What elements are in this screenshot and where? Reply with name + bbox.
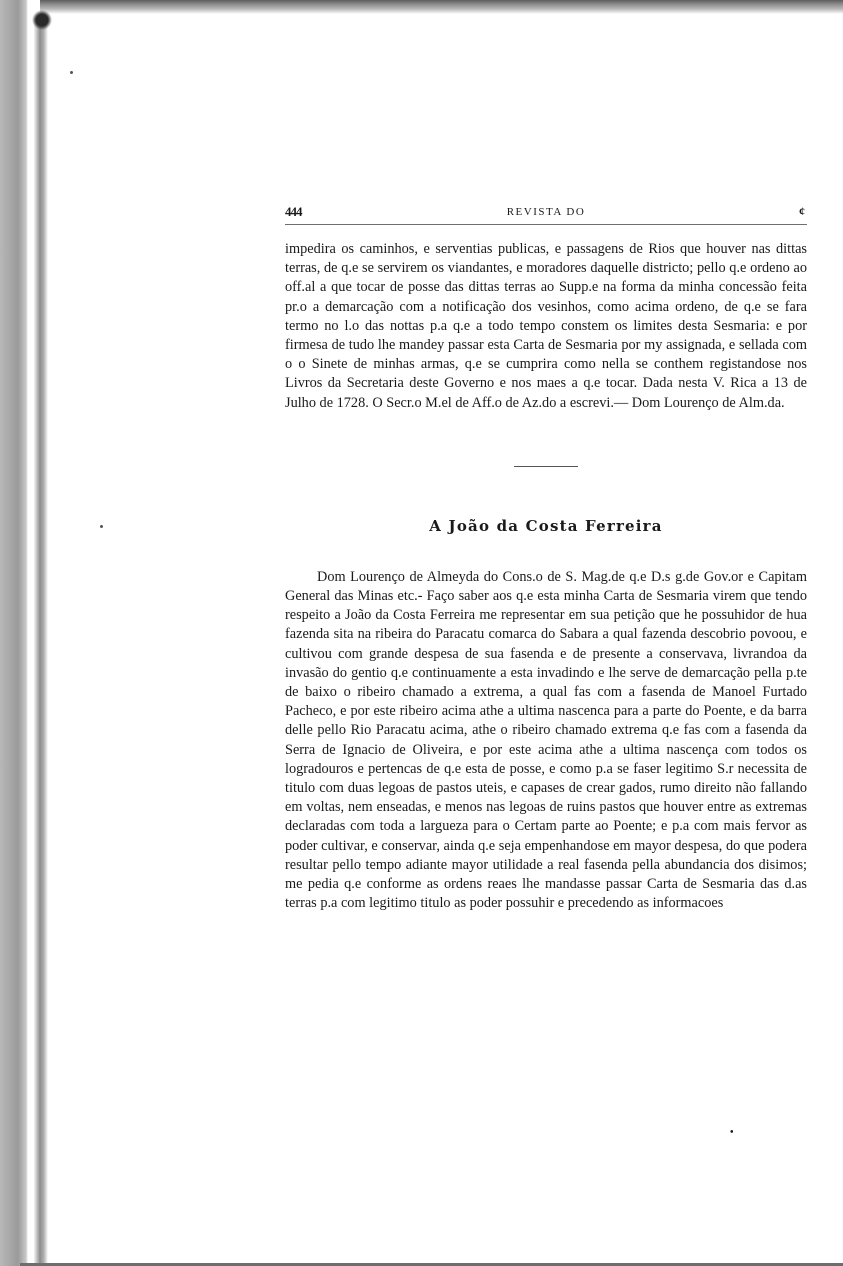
running-head-mark: ¢ [799,204,805,218]
section-title: A João da Costa Ferreira [429,516,663,535]
scan-top-edge [40,0,843,14]
section-divider [514,466,578,467]
journal-title: REVISTA DO [506,206,586,218]
scan-speck [100,525,103,528]
running-head [285,200,807,225]
document-page [285,200,807,913]
footer-mark: • [730,1127,734,1138]
paragraph-continued: impedira os caminhos, e serventias publicas, e passagens de Rios que houver nas dittas terras, de q.e se servirem os viandantes, e moradores daquelle districto; pello q.e ordeno ao off.al a que tocar de posse das dittas terras ao Supp.e na forma da minha concessão feita pr.o a demarcação com a notificação dos vesinhos, como acima ordeno, de q.e se fara termo no l.o das nottas p.a q.e a todo tempo constem os limites desta Sesmaria: e por firmesa de tudo lhe mandey passar esta Carta de Sesmaria por my assignada, e sellada com o o Sinete de minhas armas, q.e se cumprira como nella se conthem registandose nos Livros da Secretaria deste Governo e nos maes a q.e tocar. Dada nesta V. Rica a 13 de Julho de 1728. O Secr.o M.el de Aff.o de Az.do a escrevi.— Dom Lourenço de Alm.da. [285,241,807,411]
scan-speck [70,71,73,74]
section-paragraph: Dom Lourenço de Almeyda do Cons.o de S. Mag.de q.e D.s g.de Gov.or e Capitam General das Minas etc.- Faço saber aos q.e esta minha Carta de Sesmaria virem que tendo respeito a João da Costa Ferreira me representar em sua petição que he possuhidor de hua fazenda sita na ribeira do Paracatu comarca do Sabara a qual fazenda descobrio povoou, e cultivou com grande despesa de sua fasenda e de presente a conservava, livrandoa da invasão do gentio q.e continuamente a esta invadindo e lhe serve de demarcação pella p.te de baixo o ribeiro chamado a extrema, a qual fas com a fasenda de Manoel Furtado Pacheco, e por este ribeiro acima athe a ultima nascenca para a parte do Poente, e da barra delle pello Rio Paracatu acima, athe o ribeiro chamado extrema q.e fas com a fasenda da Serra de Ignacio de Oliveira, e por este acima athe a ultima nascença com todos os logradouros e pertencas de q.e esta de posse, e como p.a se faser legitimo S.r necessita de titulo com duas legoas de pastos uteis, e capases de crear gados, rumo direito não fallando em voltas, nem enseadas, e menos nas legoas de ruins pastos que houver entre as extremas declaradas com toda a largueza para o Certam parte ao Poente; e p.a com mais fervor as poder cultivar, e conservar, ainda q.e seja empenhandose em mayor despesa, do que podera resultar pello tempo adiante mayor utilidade a real fasenda pella abundancia dos disimos; me pedia q.e conforme as ordens reaes lhe mandasse passar Carta de Sesmaria das d.as terras p.a com legitimo titulo as poder possuhir e precedendo as informacoes [285,568,807,912]
page-number: 444 [285,204,302,219]
scan-left-edge [0,0,28,1266]
scan-binding-fold [34,18,48,1266]
scan-corner-smudge [30,2,70,32]
